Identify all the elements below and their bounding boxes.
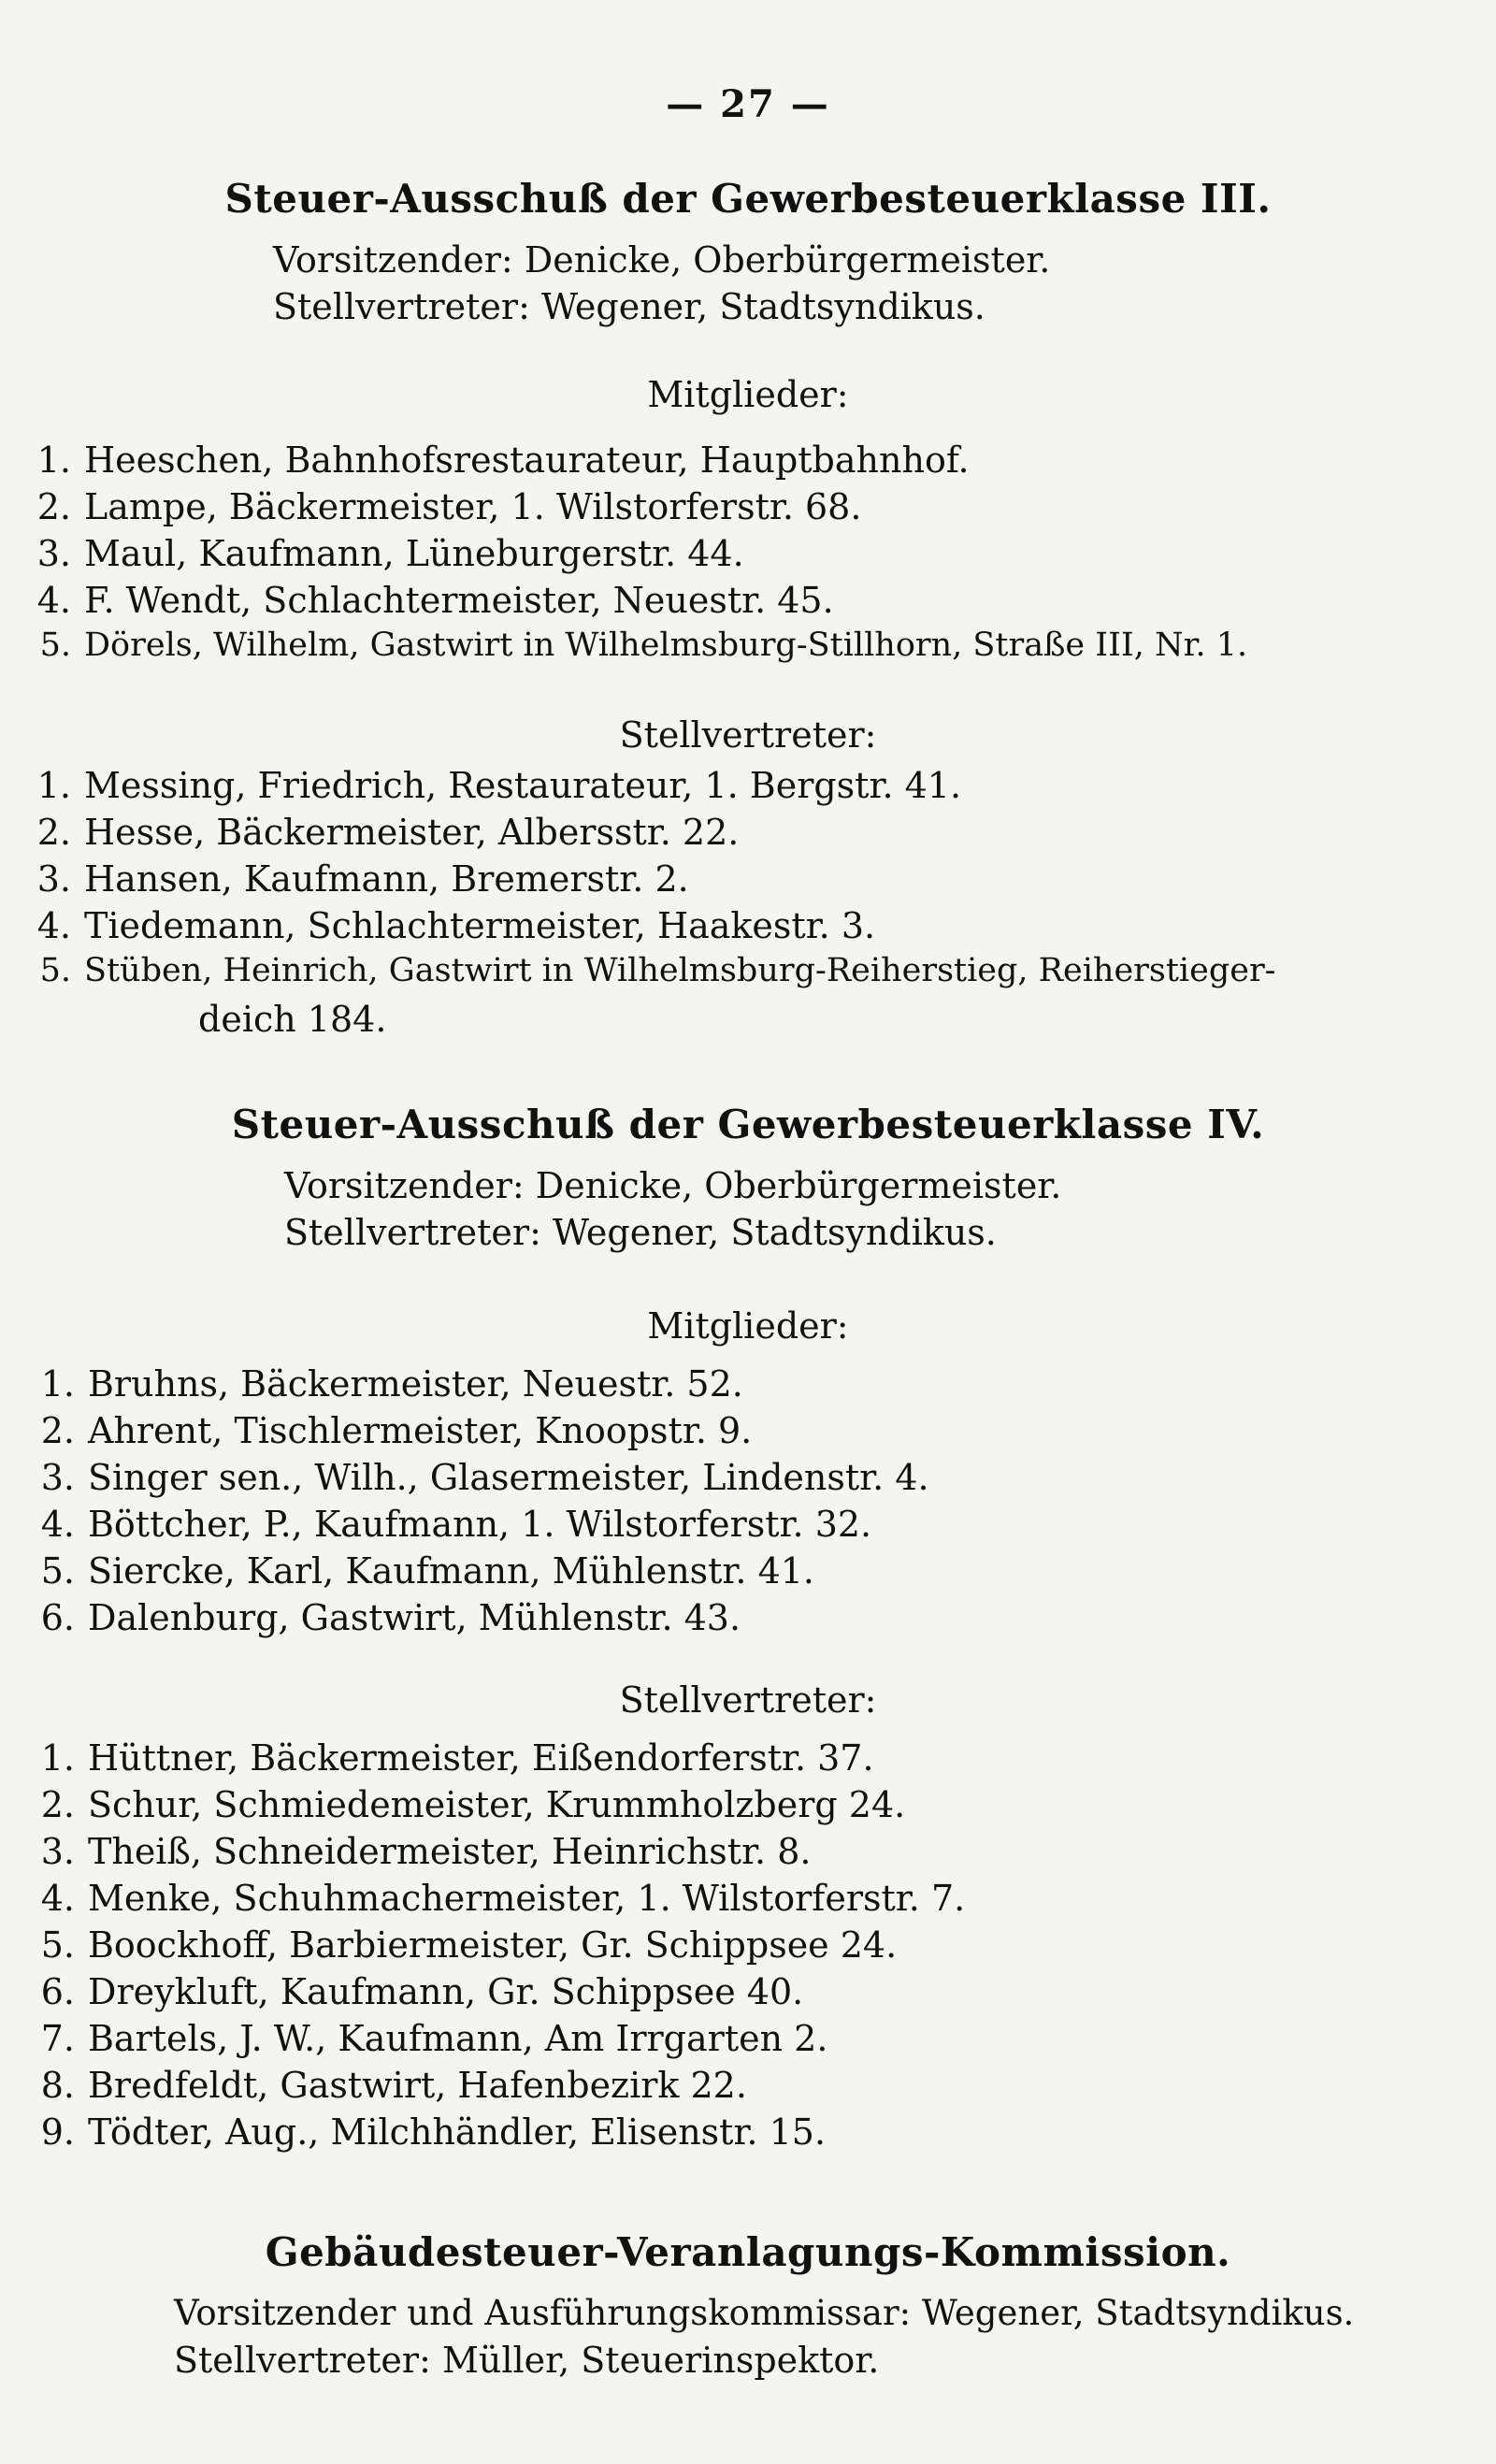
list-item-number: 4. bbox=[40, 1504, 75, 1545]
list-item bbox=[21, 1784, 905, 1825]
members-heading: Mitglieder: bbox=[647, 1305, 849, 1347]
list-item bbox=[21, 1878, 965, 1919]
chairman-line: Vorsitzender: Denicke, Oberbürgermeister. bbox=[284, 1165, 1062, 1206]
list-item-number: 4. bbox=[36, 905, 71, 946]
list-item-number: 5. bbox=[39, 627, 71, 664]
members-heading: Mitglieder: bbox=[647, 374, 849, 415]
list-item bbox=[17, 905, 875, 946]
section-title-building-tax: Gebäudesteuer-Veranlagungs-Kommission. bbox=[265, 2229, 1231, 2275]
list-item bbox=[17, 533, 744, 574]
chairman-line: Vorsitzender: Denicke, Oberbürgermeister. bbox=[273, 239, 1051, 281]
list-item bbox=[17, 439, 970, 481]
list-item-number: 3. bbox=[36, 533, 71, 574]
deputy-line: Stellvertreter: Wegener, Stadtsyndikus. bbox=[273, 286, 985, 327]
list-item-text: Menke, Schuhmachermeister, 1. Wilstorferstr. 7. bbox=[88, 1878, 966, 1919]
list-item-text: Bruhns, Bäckermeister, Neuestr. 52. bbox=[88, 1363, 743, 1405]
list-item-number: 3. bbox=[40, 1831, 75, 1872]
list-item-text: Hansen, Kaufmann, Bremerstr. 2. bbox=[84, 858, 689, 900]
list-item bbox=[21, 1831, 811, 1872]
deputy-line: Stellvertreter: Wegener, Stadtsyndikus. bbox=[284, 1212, 997, 1253]
list-item-text: Boockhoff, Barbiermeister, Gr. Schippsee 24. bbox=[88, 1924, 898, 1966]
list-item-number: 2. bbox=[36, 812, 71, 853]
list-item bbox=[17, 580, 834, 621]
list-item-number: 5. bbox=[40, 1924, 75, 1966]
list-item-number: 9. bbox=[40, 2111, 75, 2153]
list-item-text: Tödter, Aug., Milchhändler, Elisenstr. 15. bbox=[88, 2111, 827, 2153]
deputy-line: Stellvertreter: Müller, Steuerinspektor. bbox=[174, 2340, 880, 2381]
list-item bbox=[21, 1363, 743, 1405]
list-item-number: 4. bbox=[40, 1878, 75, 1919]
list-item bbox=[17, 812, 739, 853]
section-title-class-iv: Steuer-Ausschuß der Gewerbesteuerklasse IV. bbox=[231, 1102, 1265, 1147]
list-item-text: F. Wendt, Schlachtermeister, Neuestr. 45. bbox=[84, 580, 834, 621]
list-item-text: Dörels, Wilhelm, Gastwirt in Wilhelmsburg-Stillhorn, Straße III, Nr. 1. bbox=[84, 627, 1248, 664]
list-item-text: Singer sen., Wilh., Glasermeister, Lindenstr. 4. bbox=[88, 1457, 929, 1498]
list-item-number: 1. bbox=[40, 1737, 75, 1779]
list-item-number: 1. bbox=[36, 765, 71, 806]
list-item-text: Hüttner, Bäckermeister, Eißendorferstr. 37. bbox=[88, 1737, 874, 1779]
list-item-text: Maul, Kaufmann, Lüneburgerstr. 44. bbox=[84, 533, 744, 574]
list-item bbox=[21, 1410, 752, 1451]
list-item bbox=[21, 1737, 874, 1779]
list-item-number: 1. bbox=[40, 1363, 75, 1405]
deputies-heading: Stellvertreter: bbox=[619, 1679, 877, 1721]
list-item-text: Dalenburg, Gastwirt, Mühlenstr. 43. bbox=[88, 1597, 741, 1638]
list-item bbox=[21, 1924, 897, 1966]
list-item-number: 5. bbox=[40, 1550, 75, 1592]
list-item bbox=[21, 1597, 741, 1638]
list-item-text: Ahrent, Tischlermeister, Knoopstr. 9. bbox=[88, 1410, 753, 1451]
deputies-heading: Stellvertreter: bbox=[619, 714, 877, 756]
list-item-text: Bredfeldt, Gastwirt, Hafenbezirk 22. bbox=[88, 2065, 747, 2106]
list-item-text: Böttcher, P., Kaufmann, 1. Wilstorferstr. 32. bbox=[88, 1504, 872, 1545]
list-item-text: Heeschen, Bahnhofsrestaurateur, Hauptbahnhof. bbox=[84, 439, 970, 481]
list-item-number: 4. bbox=[36, 580, 71, 621]
list-item-text: Siercke, Karl, Kaufmann, Mühlenstr. 41. bbox=[88, 1550, 815, 1592]
section-title-class-iii: Steuer-Ausschuß der Gewerbesteuerklasse III. bbox=[224, 176, 1272, 222]
list-item-number: 6. bbox=[40, 1597, 75, 1638]
list-item bbox=[21, 1550, 814, 1592]
list-item-number: 3. bbox=[40, 1457, 75, 1498]
list-item-number: 2. bbox=[36, 486, 71, 527]
list-item-number: 1. bbox=[36, 439, 71, 481]
list-item bbox=[21, 2111, 826, 2153]
page-number: — 27 — bbox=[666, 82, 830, 126]
list-item-text: Lampe, Bäckermeister, 1. Wilstorferstr. 68. bbox=[84, 486, 862, 527]
list-item-number: 3. bbox=[36, 858, 71, 900]
list-item-text: Dreykluft, Kaufmann, Gr. Schippsee 40. bbox=[88, 1971, 804, 2012]
list-item bbox=[17, 952, 1276, 989]
list-item-number: 8. bbox=[40, 2065, 75, 2106]
list-item-text: Messing, Friedrich, Restaurateur, 1. Bergstr. 41. bbox=[84, 765, 962, 806]
list-item bbox=[21, 1457, 929, 1498]
list-item-text: Stüben, Heinrich, Gastwirt in Wilhelmsburg-Reiherstieg, Reiherstieger- bbox=[84, 952, 1276, 989]
list-item-text: Bartels, J. W., Kaufmann, Am Irrgarten 2. bbox=[88, 2018, 828, 2059]
list-item-number: 6. bbox=[40, 1971, 75, 2012]
list-item bbox=[17, 486, 861, 527]
list-item bbox=[17, 858, 689, 900]
list-item bbox=[21, 1504, 871, 1545]
list-item-text: Hesse, Bäckermeister, Albersstr. 22. bbox=[84, 812, 740, 853]
list-item bbox=[17, 765, 961, 806]
list-item bbox=[21, 2018, 827, 2059]
list-item-number: 7. bbox=[40, 2018, 75, 2059]
list-item bbox=[21, 2065, 747, 2106]
list-item-text: Schur, Schmiedemeister, Krummholzberg 24. bbox=[88, 1784, 906, 1825]
chairman-line: Vorsitzender und Ausführungskommissar: Wegener, Stadtsyndikus. bbox=[174, 2293, 1355, 2333]
list-item-number: 2. bbox=[40, 1784, 75, 1825]
list-item-text: Tiedemann, Schlachtermeister, Haakestr. 3. bbox=[84, 905, 876, 946]
list-item-number: 2. bbox=[40, 1410, 75, 1451]
list-item-continuation: deich 184. bbox=[198, 999, 387, 1040]
list-item-number: 5. bbox=[39, 952, 71, 989]
list-item bbox=[17, 627, 1247, 664]
list-item-text: Theiß, Schneidermeister, Heinrichstr. 8. bbox=[88, 1831, 812, 1872]
list-item bbox=[21, 1971, 803, 2012]
